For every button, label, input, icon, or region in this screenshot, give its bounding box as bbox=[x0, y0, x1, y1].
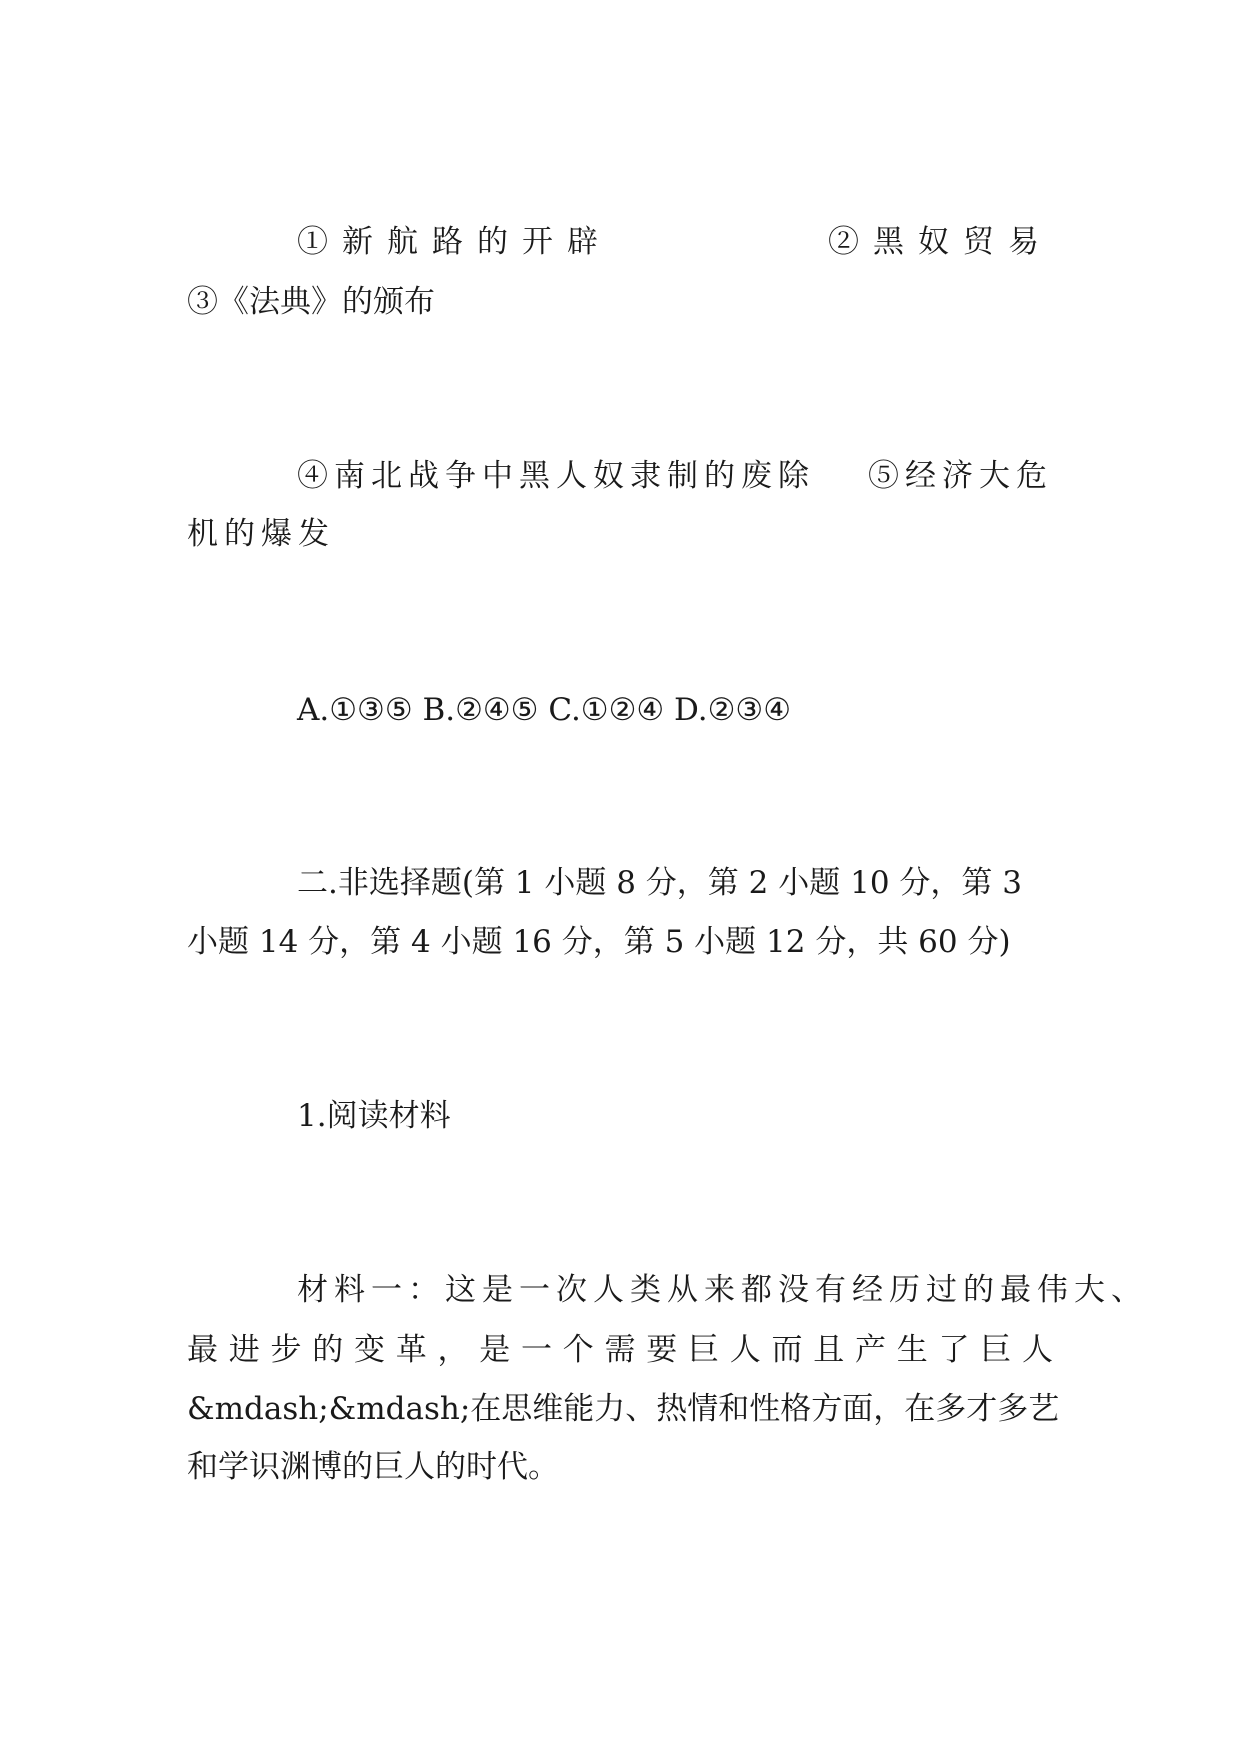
question-1-title: 1.阅读材料 bbox=[297, 1098, 451, 1134]
section-2-heading: 二.非选择题(第 1 小题 8 分，第 2 小题 10 分，第 3 bbox=[297, 865, 1022, 901]
option-item-5: ⑤经济大危 bbox=[868, 458, 1053, 494]
option-item-1: ①新航路的开辟 bbox=[297, 224, 612, 260]
option-item-2: ②黑奴贸易 bbox=[828, 224, 1053, 260]
answer-choices: A.①③⑤ B.②④⑤ C.①②④ D.②③④ bbox=[297, 692, 792, 728]
material-1-line-2: 最进步的变革，是一个需要巨人而且产生了巨人 bbox=[187, 1332, 1053, 1368]
material-1-line-3: &mdash;&mdash;在思维能力、热情和性格方面，在多才多艺 bbox=[187, 1391, 1060, 1427]
options-row-1 bbox=[187, 222, 1053, 262]
option-item-3: ③《法典》的颁布 bbox=[187, 284, 435, 320]
option-item-4: ④南北战争中黑人奴隶制的废除 bbox=[297, 458, 815, 494]
options-row-2 bbox=[187, 456, 1053, 496]
option-item-5-continued: 机的爆发 bbox=[187, 516, 335, 552]
material-1-line-1: 材料一：这是一次人类从来都没有经历过的最伟大、 bbox=[297, 1272, 1148, 1308]
material-1-line-4: 和学识渊博的巨人的时代。 bbox=[187, 1449, 559, 1485]
section-2-heading-continued: 小题 14 分，第 4 小题 16 分，第 5 小题 12 分，共 60 分) bbox=[187, 924, 1011, 960]
